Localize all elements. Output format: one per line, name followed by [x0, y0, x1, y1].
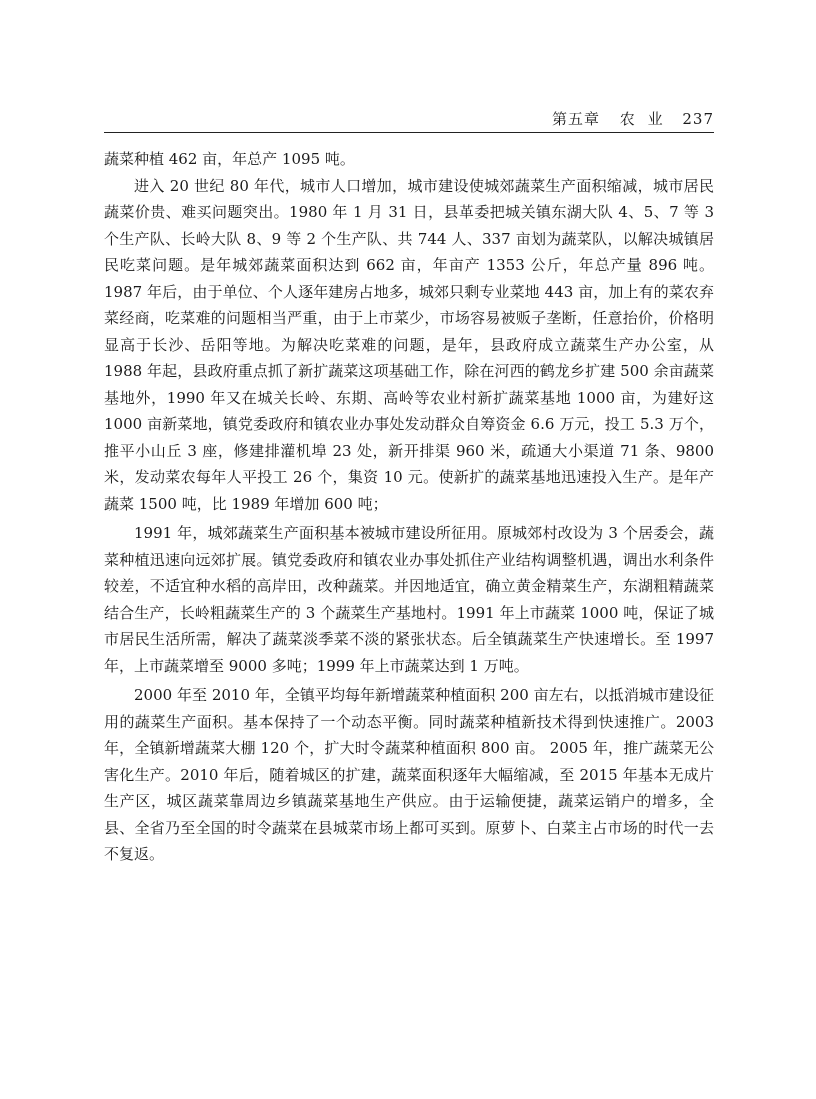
page-number: 237 [682, 110, 714, 128]
paragraph-1980s: 进入 20 世纪 80 年代，城市人口增加，城市建设使城郊蔬菜生产面积缩减，城市居民蔬菜价贵、难买问题突出。1980 年 1 月 31 日，县革委把城关镇东湖大队 4、5、7 等 3 个生产队、长岭大队 8、9 等 2 个生产队、共 744 人、337 亩划为蔬菜队，以解决城镇居民吃菜问题。是年城郊蔬菜面积达到 662 亩，年亩产 1353 公斤，年总产量 896 吨。1987 年后，由于单位、个人逐年建房占地多，城郊只剩专业菜地 443 亩，加上有的菜农弃菜经商，吃菜难的问题相当严重，由于上市菜少，市场容易被贩子垄断，任意抬价，价格明显高于长沙、岳阳等地。为解决吃菜难的问题，是年，县政府成立蔬菜生产办公室，从 1988 年起，县政府重点抓了新扩蔬菜这项基础工作，除在河西的鹤龙乡扩建 500 余亩蔬菜基地外，1990 年又在城关长岭、东期、高岭等农业村新扩蔬菜基地 1000 亩，为建好这 1000 亩新菜地，镇党委政府和镇农业办事处发动群众自筹资金 6.6 万元，投工 5.3 万个，推平小山丘 3 座，修建排灌机埠 23 处，新开排渠 960 米，疏通大小渠道 71 条、9800 米，发动菜农每年人平投工 26 个，集资 10 元。使新扩的蔬菜基地迅速投入生产。是年产蔬菜 1500 吨，比 1989 年增加 600 吨； [104, 176, 714, 513]
running-header [104, 110, 714, 133]
section-title: 农 业 [619, 110, 667, 128]
body-text [104, 146, 714, 868]
paragraph-2000-2010: 2000 年至 2010 年，全镇平均每年新增蔬菜种植面积 200 亩左右，以抵消城市建设征用的蔬菜生产面积。基本保持了一个动态平衡。同时蔬菜种植新技术得到快速推广。2003 年，全镇新增蔬菜大棚 120 个，扩大时令蔬菜种植面积 800 亩。 2005 年，推广蔬菜无公害化生产。2010 年后，随着城区的扩建，蔬菜面积逐年大幅缩减，至 2015 年基本无成片生产区，城区蔬菜靠周边乡镇蔬菜基地生产供应。由于运输便捷，蔬菜运销户的增多，全县、全省乃至全国的时令蔬菜在县城菜市场上都可买到。原萝卜、白菜主占市场的时代一去不复返。 [104, 686, 714, 863]
chapter-title: 第五章 [552, 110, 601, 128]
paragraph-continuation: 蔬菜种植 462 亩，年总产 1095 吨。 [104, 150, 355, 168]
paragraph-1991: 1991 年，城郊蔬菜生产面积基本被城市建设所征用。原城郊村改设为 3 个居委会，蔬菜种植迅速向远郊扩展。镇党委政府和镇农业办事处抓住产业结构调整机遇，调出水利条件较差，不适宜种水稻的高岸田，改种蔬菜。并因地适宜，确立黄金精菜生产，东湖粗精蔬菜结合生产，长岭粗蔬菜生产的 3 个蔬菜生产基地村。1991 年上市蔬菜 1000 吨，保证了城市居民生活所需，解决了蔬菜淡季菜不淡的紧张状态。后全镇蔬菜生产快速增长。至 1997 年，上市蔬菜增至 9000 多吨；1999 年上市蔬菜达到 1 万吨。 [104, 524, 714, 675]
